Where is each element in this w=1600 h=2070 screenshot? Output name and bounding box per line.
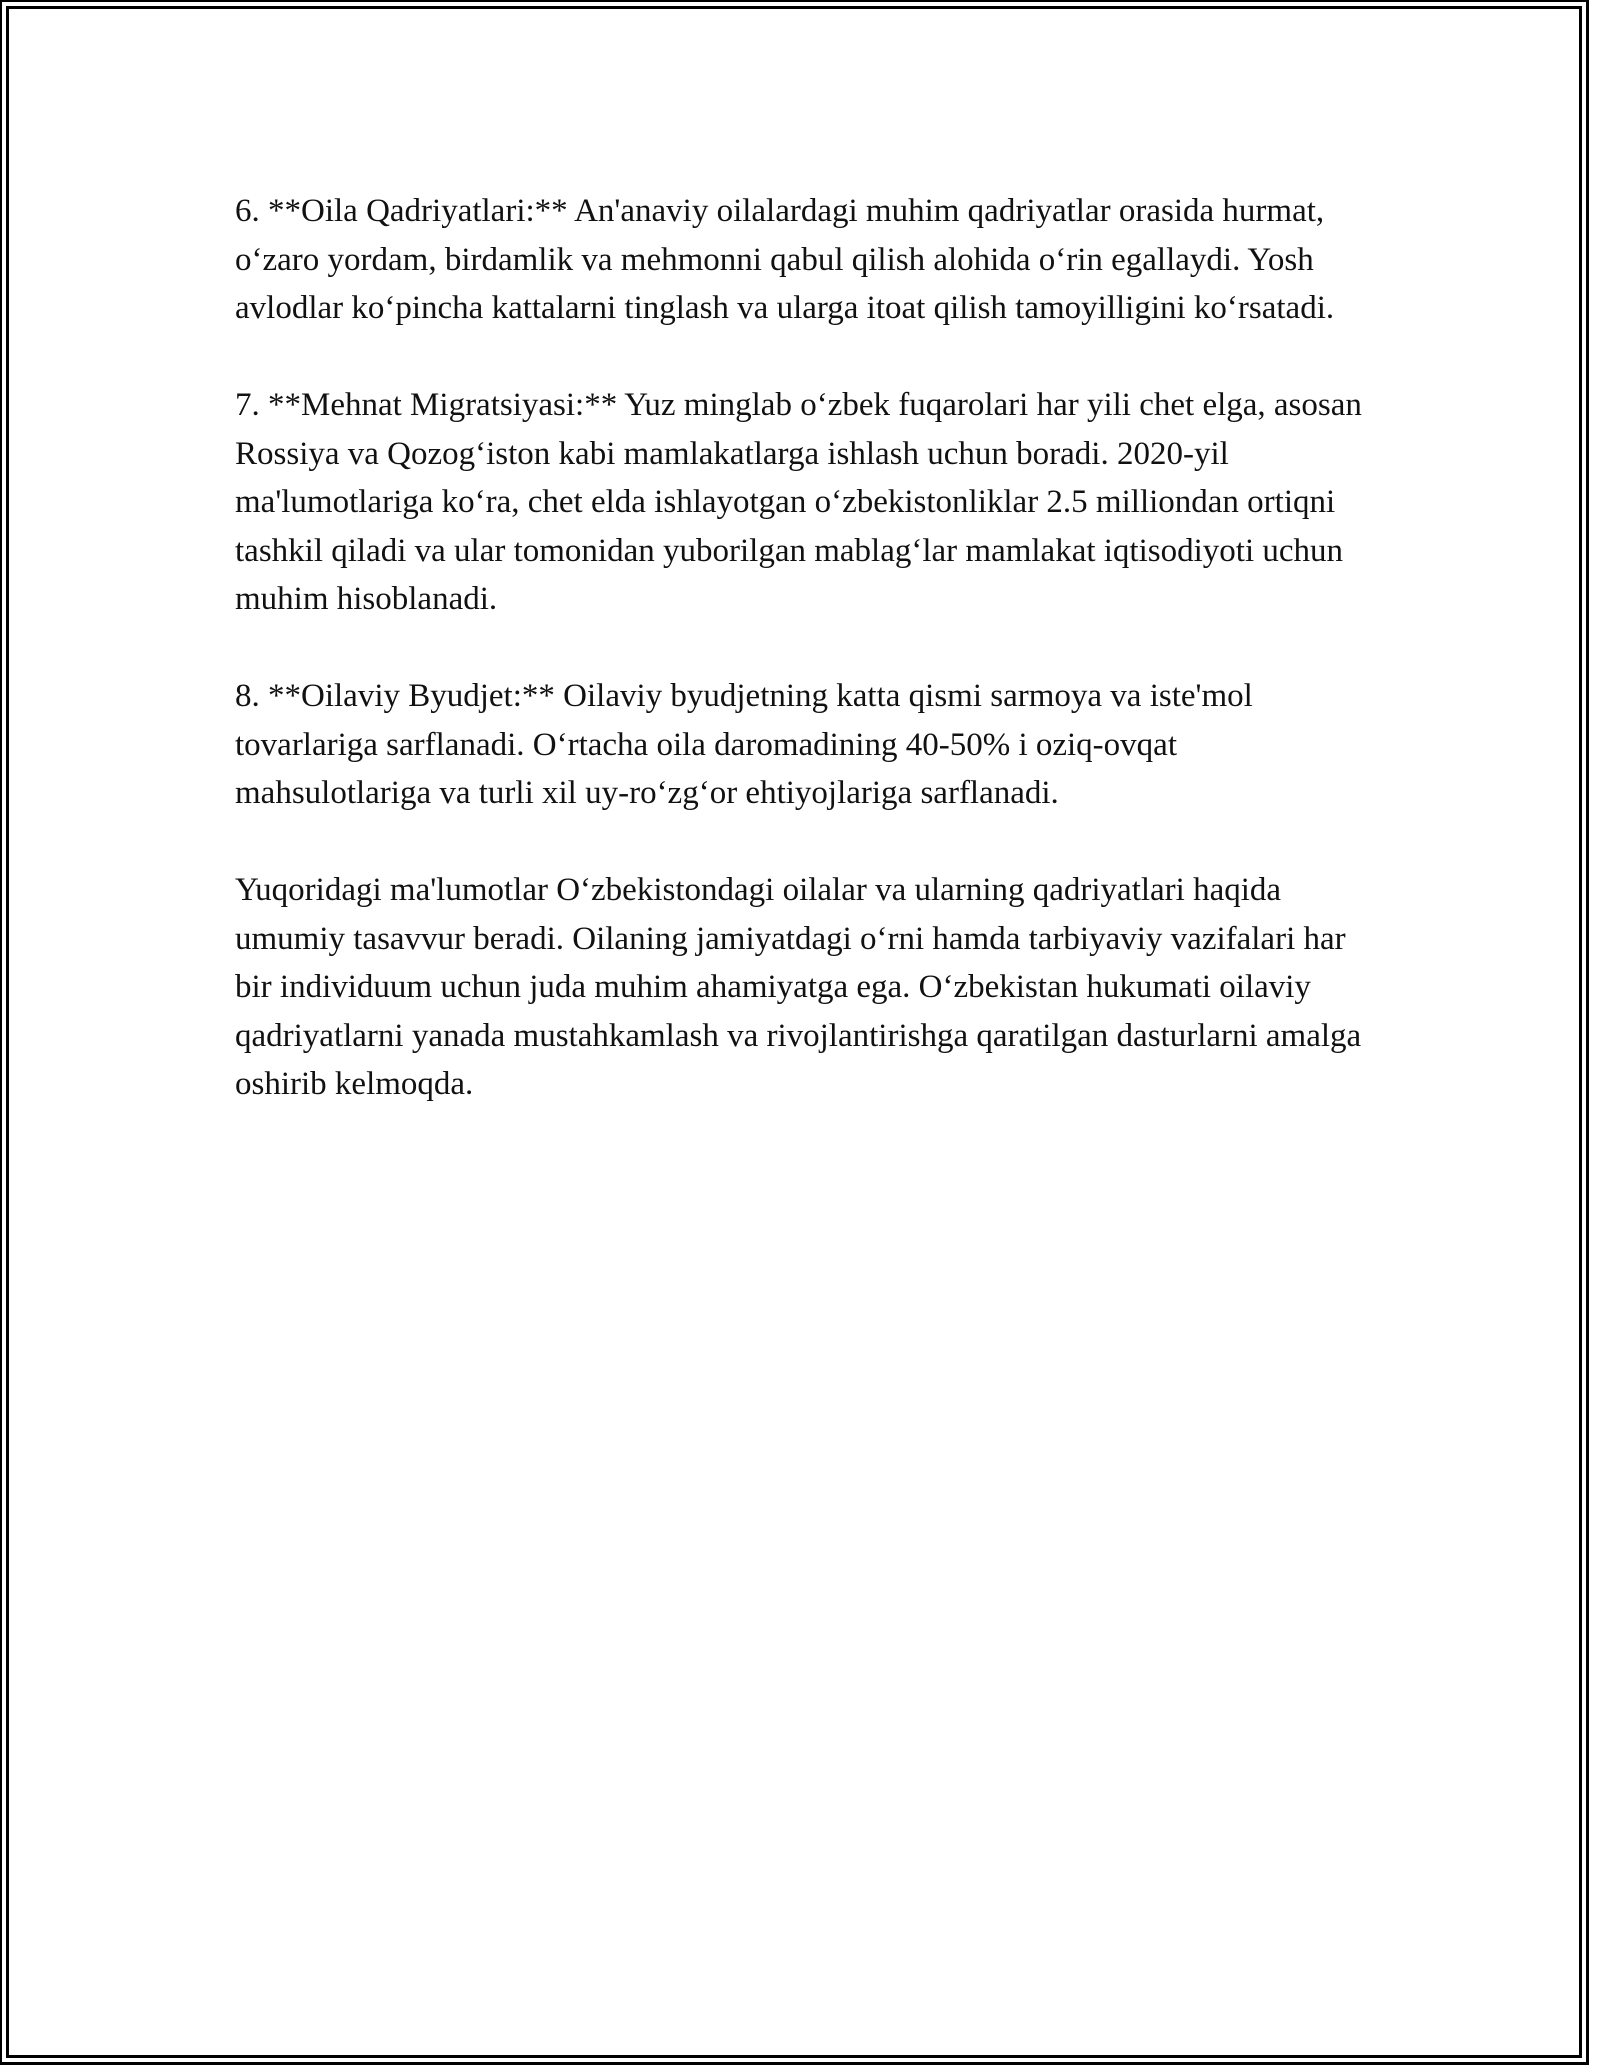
paragraph-family-values: 6. **Oila Qadriyatlari:** An'anaviy oilalardagi muhim qadriyatlar orasida hurmat, o‘zaro yordam, birdamlik va mehmonni qabul qilish alohida o‘rin egallaydi. Yosh avlodlar ko‘pincha kattalarni tinglash va ularga itoat qilish tamoyilligini ko‘rsatadi. <box>235 193 1335 326</box>
paragraph-family-budget: 8. **Oilaviy Byudjet:** Oilaviy byudjetning katta qismi sarmoya va iste'mol tovarlariga sarflanadi. O‘rtacha oila daromadining 40-50% i oziq-ovqat mahsulotlariga va turli xil uy-ro‘zg‘or ehtiyojlariga sarflanadi. <box>235 678 1253 811</box>
paragraph-labor-migration: 7. **Mehnat Migratsiyasi:** Yuz minglab o‘zbek fuqarolari har yili chet elga, asosan Rossiya va Qozog‘iston kabi mamlakatlarga ishlash uchun boradi. 2020-yil ma'lumotlariga ko‘ra, chet elda ishlayotgan o‘zbekistonliklar 2.5 milliondan ortiqni tashkil qiladi va ular tomonidan yuborilgan mablag‘lar mamlakat iqtisodiyoti uchun muhim hisoblanadi. <box>235 387 1362 617</box>
paragraph-conclusion: Yuqoridagi ma'lumotlar O‘zbekistondagi oilalar va ularning qadriyatlari haqida umumiy tasavvur beradi. Oilaning jamiyatdagi o‘rni hamda tarbiyaviy vazifalari har bir individuum uchun juda muhim ahamiyatga ega. O‘zbekistan hukumati oilaviy qadriyatlarni yanada mustahkamlash va rivojlantirishga qaratilgan dasturlarni amalga oshirib kelmoqda. <box>235 872 1362 1102</box>
document-body <box>235 187 1375 1157</box>
